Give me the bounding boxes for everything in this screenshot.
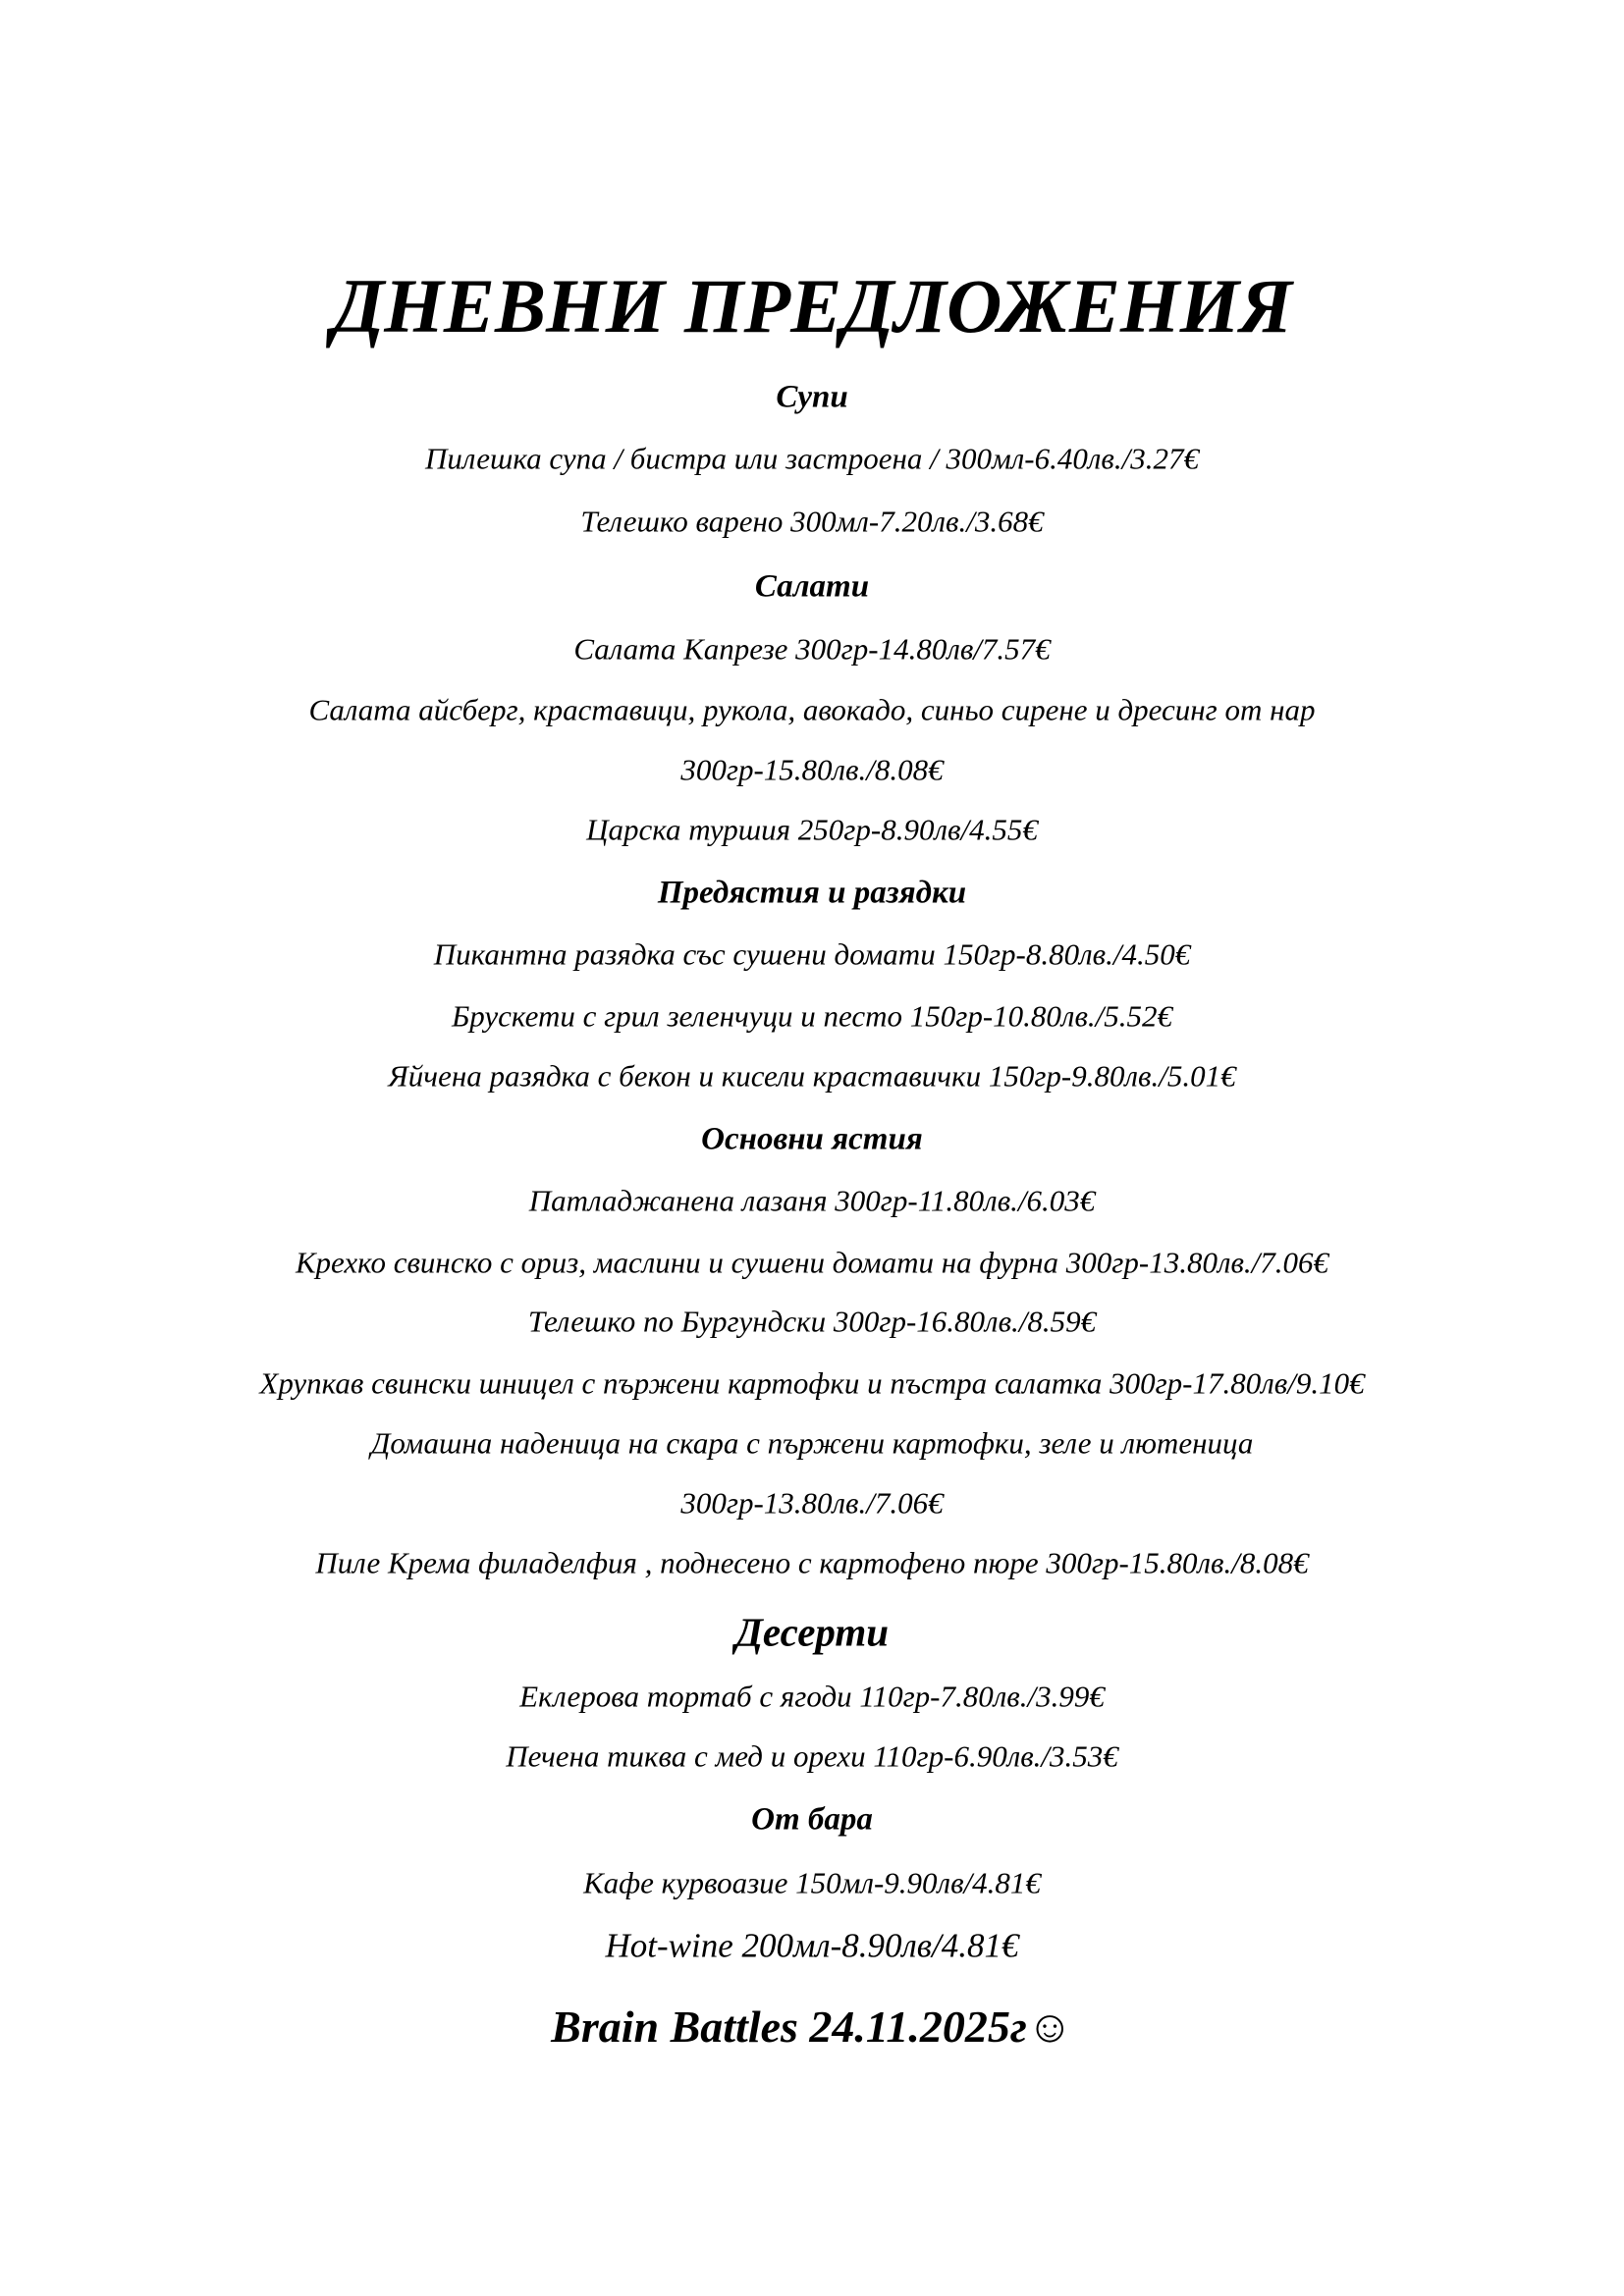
menu-item: 300гр-15.80лв./8.08€: [680, 752, 944, 787]
section-heading-salads: Салати: [754, 568, 870, 605]
menu-item: Еклерова тортаб с ягоди 110гр-7.80лв./3.99€: [519, 1679, 1105, 1714]
section-heading-appetizers: Предястия и разядки: [657, 875, 967, 911]
menu-item: Крехко свинско с ориз, маслини и сушени домати на фурна 300гр-13.80лв./7.06€: [295, 1245, 1329, 1280]
menu-item: Печена тиква с мед и орехи 110гр-6.90лв./3.53€: [506, 1738, 1118, 1774]
menu-item: Домашна наденица на скара с пържени картофки, зеле и лютеница: [370, 1425, 1254, 1461]
menu-item: Брускети с грил зеленчуци и песто 150гр-10.80лв./5.52€: [451, 998, 1173, 1034]
menu-item: Царска туршия 250гр-8.90лв/4.55€: [586, 812, 1038, 847]
menu-item: Hot-wine 200мл-8.90лв/4.81€: [605, 1926, 1019, 1965]
menu-item: Телешко по Бургундски 300гр-16.80лв./8.59€: [527, 1304, 1097, 1339]
section-heading-soups: Супи: [776, 379, 848, 415]
footer-event-note: Brain Battles 24.11.2025г☺: [551, 2002, 1073, 2052]
menu-item: Хрупкав свински шницел с пържени картофки и пъстра салатка 300гр-17.80лв/9.10€: [259, 1365, 1365, 1401]
menu-item: Патладжанена лазаня 300гр-11.80лв./6.03€: [528, 1183, 1096, 1218]
menu-item: Пилешка супа / бистра или застроена / 300мл-6.40лв./3.27€: [425, 441, 1199, 476]
menu-item: 300гр-13.80лв./7.06€: [680, 1485, 944, 1521]
menu-item: Телешко варено 300мл-7.20лв./3.68€: [580, 504, 1044, 539]
menu-title: ДНЕВНИ ПРЕДЛОЖЕНИЯ: [331, 263, 1293, 348]
menu-item: Кафе курвоазие 150мл-9.90лв/4.81€: [583, 1865, 1041, 1900]
menu-item: Яйчена разядка с бекон и кисели краставички 150гр-9.80лв./5.01€: [388, 1058, 1236, 1094]
section-heading-desserts: Десерти: [734, 1609, 890, 1655]
menu-item: Пиле Крема филаделфия , поднесено с картофено пюре 300гр-15.80лв./8.08€: [315, 1545, 1309, 1580]
menu-item: Салата айсберг, краставици, рукола, авокадо, синьо сирене и дресинг от нар: [308, 692, 1316, 727]
section-heading-bar: От бара: [751, 1801, 873, 1838]
section-heading-mains: Основни ястия: [701, 1121, 923, 1157]
menu-item: Пикантна разядка със сушени домати 150гр-8.80лв./4.50€: [433, 936, 1191, 972]
menu-item: Салата Капрезе 300гр-14.80лв/7.57€: [573, 631, 1051, 667]
